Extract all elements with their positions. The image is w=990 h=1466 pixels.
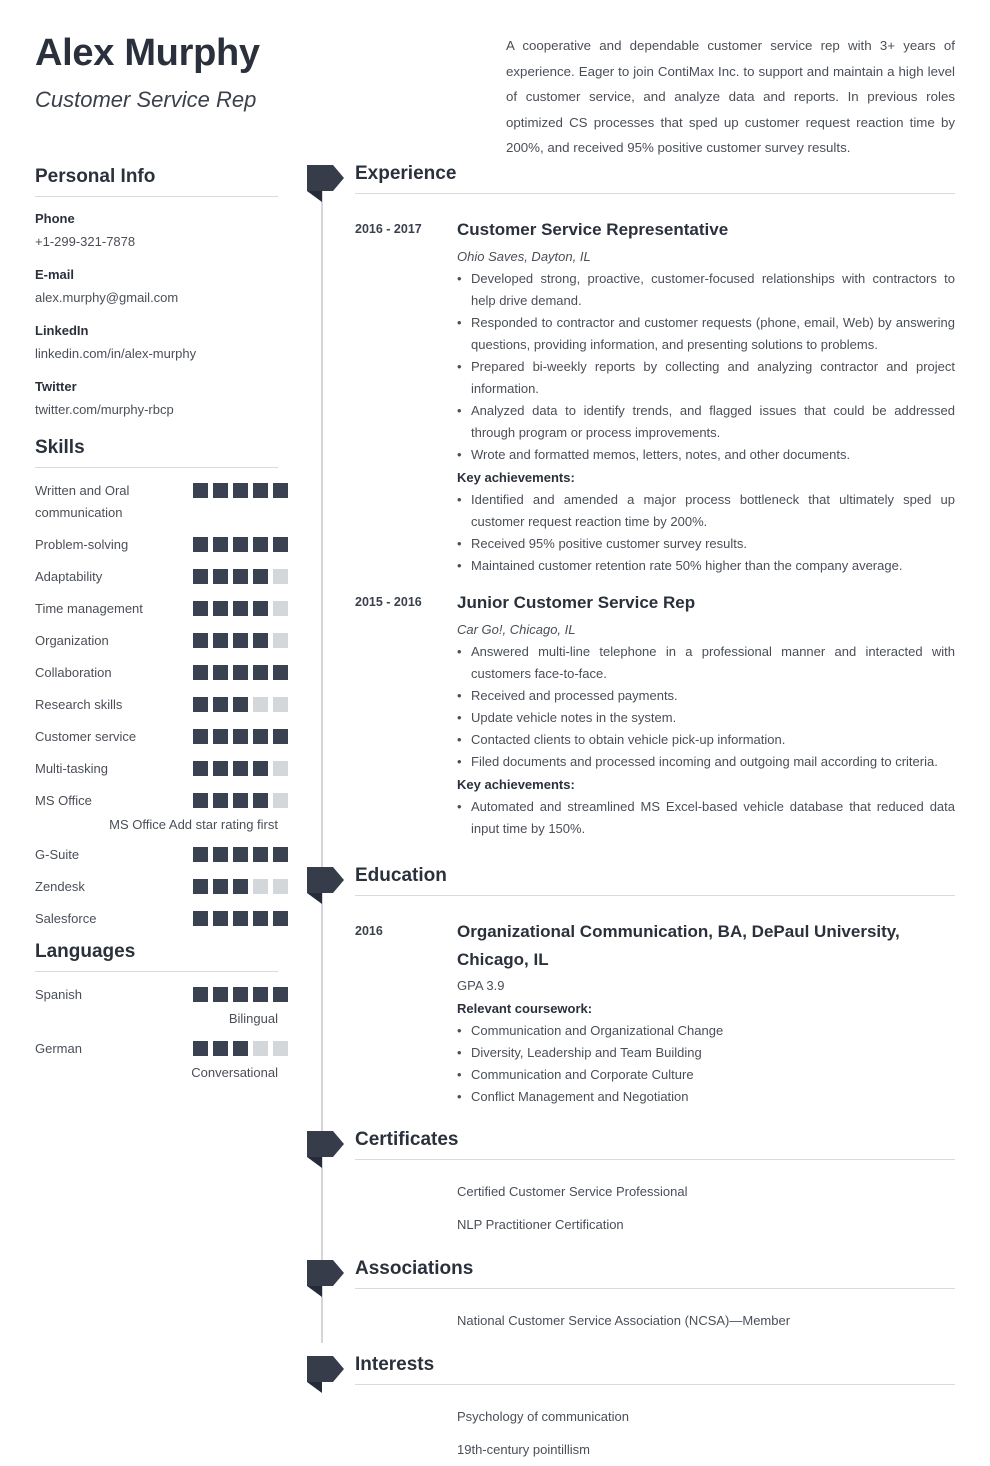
- rating-box[interactable]: [273, 987, 288, 1002]
- rating-box[interactable]: [273, 911, 288, 926]
- flag-marker-icon: [307, 1356, 344, 1392]
- contact-item-linkedin: [35, 321, 278, 364]
- skill-label: Problem-solving: [35, 537, 129, 552]
- skill-label: Collaboration: [35, 665, 112, 680]
- entry-job-title: Customer Service Representative: [457, 220, 729, 239]
- rating-box[interactable]: [253, 601, 268, 616]
- skills-heading: Skills: [35, 437, 85, 458]
- rating-box[interactable]: [253, 1041, 268, 1056]
- rating-box[interactable]: [213, 569, 228, 584]
- rating-box[interactable]: [193, 633, 208, 648]
- interests-title: Interests: [355, 1354, 435, 1375]
- section-certificates: [307, 1126, 957, 1241]
- education-divider: [355, 895, 955, 896]
- personal-info-heading: Personal Info: [35, 166, 156, 187]
- certificates-list: [307, 1170, 957, 1241]
- skill-rating[interactable]: [193, 793, 278, 808]
- candidate-job-title: Customer Service Rep: [35, 87, 257, 112]
- entry-body: [457, 918, 955, 1108]
- experience-title: Experience: [355, 163, 457, 184]
- skill-row: [35, 790, 278, 812]
- language-label: German: [35, 1041, 82, 1056]
- rating-box[interactable]: [273, 697, 288, 712]
- contact-label: Phone: [35, 211, 75, 226]
- rating-box[interactable]: [273, 483, 288, 498]
- interest-item: 19th-century pointillism: [457, 1442, 590, 1457]
- rating-box[interactable]: [193, 987, 208, 1002]
- rating-box[interactable]: [233, 911, 248, 926]
- skill-rating[interactable]: [193, 761, 278, 776]
- rating-box[interactable]: [273, 1041, 288, 1056]
- rating-box[interactable]: [213, 1041, 228, 1056]
- bullet-item: • Automated and streamlined MS Excel-based vehicle database that reduced data input time by 150%.: [457, 796, 955, 840]
- contact-value[interactable]: twitter.com/murphy-rbcp: [35, 402, 174, 417]
- rating-box[interactable]: [273, 665, 288, 680]
- interests-divider: [355, 1384, 955, 1385]
- entry-body: [457, 216, 955, 577]
- education-entries: [307, 918, 957, 1108]
- bullet-item: • Maintained customer retention rate 50% higher than the company average.: [457, 555, 955, 577]
- candidate-name: Alex Murphy: [35, 32, 260, 74]
- rating-box[interactable]: [213, 483, 228, 498]
- bullet-item: • Conflict Management and Negotiation: [457, 1086, 955, 1108]
- rating-box[interactable]: [193, 697, 208, 712]
- rating-box[interactable]: [273, 633, 288, 648]
- rating-box[interactable]: [253, 483, 268, 498]
- skill-row: [35, 908, 278, 930]
- skill-row: [35, 726, 278, 748]
- education-title: Education: [355, 865, 447, 886]
- entry-company: Ohio Saves, Dayton, IL: [457, 249, 591, 264]
- contact-label: Twitter: [35, 379, 77, 394]
- contact-value[interactable]: +1-299-321-7878: [35, 234, 136, 249]
- rating-box[interactable]: [213, 911, 228, 926]
- bullet-list: [457, 641, 955, 773]
- rating-box[interactable]: [193, 879, 208, 894]
- skill-label: Time management: [35, 601, 143, 616]
- contact-value[interactable]: alex.murphy@gmail.com: [35, 290, 179, 305]
- rating-box[interactable]: [233, 729, 248, 744]
- bullet-item: • Wrote and formatted memos, letters, notes, and other documents.: [457, 444, 955, 466]
- rating-box[interactable]: [253, 665, 268, 680]
- flag-marker-icon: [307, 165, 344, 201]
- skill-rating[interactable]: [193, 665, 278, 680]
- skill-row: [35, 480, 278, 524]
- rating-box[interactable]: [193, 911, 208, 926]
- rating-box[interactable]: [233, 793, 248, 808]
- skill-label: Customer service: [35, 729, 137, 744]
- rating-box[interactable]: [233, 601, 248, 616]
- section-education: [307, 862, 957, 1108]
- flag-fold-icon: [307, 1157, 322, 1168]
- skill-note: MS Office Add star rating first: [109, 817, 278, 832]
- flag-fold-icon: [307, 1286, 322, 1297]
- rating-box[interactable]: [273, 847, 288, 862]
- rating-box[interactable]: [253, 537, 268, 552]
- contact-item-twitter: [35, 377, 278, 420]
- skill-rating[interactable]: [193, 879, 278, 894]
- rating-box[interactable]: [213, 665, 228, 680]
- rating-box[interactable]: [193, 1041, 208, 1056]
- languages-divider: [35, 971, 278, 972]
- contact-label: LinkedIn: [35, 323, 89, 338]
- rating-box[interactable]: [213, 847, 228, 862]
- skill-label: G-Suite: [35, 847, 80, 862]
- flag-fold-icon: [307, 191, 322, 202]
- key-achievements-label: Key achievements:: [457, 470, 575, 485]
- skill-rating[interactable]: [193, 729, 278, 744]
- skill-row: [35, 534, 278, 556]
- flag-body-icon: [307, 165, 344, 191]
- skill-row: [35, 758, 278, 780]
- experience-entries: [307, 216, 957, 840]
- bullet-item: • Received 95% positive customer survey results.: [457, 533, 955, 555]
- associations-divider: [355, 1288, 955, 1289]
- rating-box[interactable]: [233, 665, 248, 680]
- rating-box[interactable]: [213, 761, 228, 776]
- skill-label: Salesforce: [35, 911, 97, 926]
- skill-label: Written and Oral communication: [35, 483, 130, 520]
- rating-box[interactable]: [273, 729, 288, 744]
- coursework-label: Relevant coursework:: [457, 1001, 593, 1016]
- rating-box[interactable]: [233, 987, 248, 1002]
- interests-list: [307, 1395, 957, 1466]
- language-note: Conversational: [191, 1065, 278, 1080]
- rating-box[interactable]: [253, 987, 268, 1002]
- rating-box[interactable]: [273, 761, 288, 776]
- resume-header: [0, 0, 990, 160]
- rating-box[interactable]: [193, 793, 208, 808]
- rating-box[interactable]: [253, 879, 268, 894]
- skill-label: Zendesk: [35, 879, 85, 894]
- languages-list: [35, 984, 278, 1083]
- education-header: [307, 862, 957, 906]
- section-experience: [307, 160, 957, 840]
- certificates-header: [307, 1126, 957, 1170]
- flag-body-icon: [307, 867, 344, 893]
- sidebar-section-languages: [35, 940, 278, 1083]
- contact-item-phone: [35, 209, 278, 252]
- rating-box[interactable]: [273, 879, 288, 894]
- rating-box[interactable]: [193, 665, 208, 680]
- bullet-item: • Update vehicle notes in the system.: [457, 707, 955, 729]
- rating-box[interactable]: [213, 879, 228, 894]
- rating-box[interactable]: [233, 537, 248, 552]
- skill-label: Adaptability: [35, 569, 103, 584]
- rating-box[interactable]: [213, 537, 228, 552]
- section-associations: [307, 1255, 957, 1337]
- rating-box[interactable]: [193, 729, 208, 744]
- certificate-item: Certified Customer Service Professional: [457, 1184, 688, 1199]
- contact-label: E-mail: [35, 267, 75, 282]
- rating-box[interactable]: [253, 569, 268, 584]
- bullet-item: • Responded to contractor and customer requests (phone, email, Web) by answering questions, providing information, and presenting solutions to problems.: [457, 312, 955, 356]
- skill-rating[interactable]: [193, 633, 278, 648]
- flag-body-icon: [307, 1356, 344, 1382]
- sidebar-section-personal-info: [35, 165, 278, 420]
- flag-body-icon: [307, 1131, 344, 1157]
- bullet-item: • Answered multi-line telephone in a professional manner and interacted with customers face-to-face.: [457, 641, 955, 685]
- rating-box[interactable]: [253, 847, 268, 862]
- skills-divider: [35, 467, 278, 468]
- main-content: [307, 160, 957, 1466]
- skill-rating[interactable]: [193, 569, 278, 584]
- experience-entry: [307, 589, 957, 840]
- bullet-item: • Received and processed payments.: [457, 685, 955, 707]
- rating-box[interactable]: [253, 729, 268, 744]
- rating-box[interactable]: [253, 633, 268, 648]
- bullet-item: • Prepared bi-weekly reports by collecting and analyzing contractor and project information.: [457, 356, 955, 400]
- flag-body-icon: [307, 1260, 344, 1286]
- certificate-item: NLP Practitioner Certification: [457, 1217, 624, 1232]
- rating-box[interactable]: [273, 601, 288, 616]
- entry-date: 2015 - 2016: [355, 595, 422, 609]
- languages-heading: Languages: [35, 941, 136, 962]
- skill-rating[interactable]: [193, 601, 278, 616]
- rating-box[interactable]: [193, 483, 208, 498]
- rating-box[interactable]: [233, 1041, 248, 1056]
- rating-box[interactable]: [213, 987, 228, 1002]
- language-row: [35, 984, 278, 1006]
- rating-box[interactable]: [253, 761, 268, 776]
- certificates-title: Certificates: [355, 1129, 459, 1150]
- sidebar-section-skills: [35, 436, 278, 930]
- professional-summary: A cooperative and dependable customer service rep with 3+ years of experience. Eager to join ContiMax Inc. to support and maintain a high level of customer service, and analyze data and reports. In previous roles optimized CS processes that sped up customer request reaction time by 200%, and received 95% positive customer survey results.: [506, 38, 955, 155]
- skill-row: [35, 598, 278, 620]
- bullet-item: • Identified and amended a major process bottleneck that ultimately sped up customer request reaction time by 200%.: [457, 489, 955, 533]
- bullet-item: • Diversity, Leadership and Team Building: [457, 1042, 955, 1064]
- associations-list: [307, 1299, 957, 1337]
- entry-date: 2016 - 2017: [355, 222, 422, 236]
- rating-box[interactable]: [213, 601, 228, 616]
- flag-marker-icon: [307, 1260, 344, 1296]
- flag-fold-icon: [307, 893, 322, 904]
- bullet-item: • Analyzed data to identify trends, and flagged issues that could be addressed through program or process improvements.: [457, 400, 955, 444]
- language-label: Spanish: [35, 987, 82, 1002]
- entry-company: Car Go!, Chicago, IL: [457, 622, 576, 637]
- experience-entry: [307, 216, 957, 577]
- rating-box[interactable]: [213, 633, 228, 648]
- rating-box[interactable]: [213, 729, 228, 744]
- skill-rating[interactable]: [193, 537, 278, 552]
- entry-date: 2016: [355, 924, 383, 938]
- rating-box[interactable]: [233, 879, 248, 894]
- rating-box[interactable]: [213, 793, 228, 808]
- rating-box[interactable]: [253, 697, 268, 712]
- entry-body: [457, 589, 955, 840]
- skill-row: [35, 566, 278, 588]
- language-row: [35, 1038, 278, 1060]
- bullet-list: [457, 1020, 955, 1108]
- skill-row: [35, 630, 278, 652]
- flag-marker-icon: [307, 1131, 344, 1167]
- flag-fold-icon: [307, 1382, 322, 1393]
- associations-header: [307, 1255, 957, 1299]
- skill-row: [35, 662, 278, 684]
- education-entry: [307, 918, 957, 1108]
- skill-label: Research skills: [35, 697, 123, 712]
- skill-row: [35, 844, 278, 866]
- associations-title: Associations: [355, 1258, 474, 1279]
- rating-box[interactable]: [233, 483, 248, 498]
- skill-rating[interactable]: [193, 847, 278, 862]
- rating-box[interactable]: [233, 633, 248, 648]
- association-item: National Customer Service Association (NCSA)—Member: [457, 1313, 791, 1328]
- bullet-list: [457, 796, 955, 840]
- rating-box[interactable]: [233, 847, 248, 862]
- bullet-item: • Communication and Corporate Culture: [457, 1064, 955, 1086]
- certificates-divider: [355, 1159, 955, 1160]
- gpa: GPA 3.9: [457, 978, 505, 993]
- interest-item: Psychology of communication: [457, 1409, 629, 1424]
- contact-item-email: [35, 265, 278, 308]
- skill-rating[interactable]: [193, 697, 278, 712]
- rating-box[interactable]: [193, 569, 208, 584]
- contact-value[interactable]: linkedin.com/in/alex-murphy: [35, 346, 197, 361]
- language-rating[interactable]: [193, 1041, 278, 1056]
- rating-box[interactable]: [253, 793, 268, 808]
- skill-row: [35, 876, 278, 898]
- bullet-list: [457, 268, 955, 466]
- interests-header: [307, 1351, 957, 1395]
- skill-rating[interactable]: [193, 911, 278, 926]
- skill-label: Multi-tasking: [35, 761, 108, 776]
- skill-label: Organization: [35, 633, 109, 648]
- bullet-item: • Filed documents and processed incoming and outgoing mail according to criteria.: [457, 751, 955, 773]
- sidebar: [35, 165, 278, 1092]
- personal-info-divider: [35, 196, 278, 197]
- flag-marker-icon: [307, 867, 344, 903]
- experience-header: [307, 160, 957, 204]
- rating-box[interactable]: [213, 697, 228, 712]
- rating-box[interactable]: [193, 847, 208, 862]
- skill-row: [35, 694, 278, 716]
- rating-box[interactable]: [193, 601, 208, 616]
- experience-divider: [355, 193, 955, 194]
- skills-list: [35, 480, 278, 930]
- rating-box[interactable]: [233, 569, 248, 584]
- key-achievements-label: Key achievements:: [457, 777, 575, 792]
- rating-box[interactable]: [233, 761, 248, 776]
- language-rating[interactable]: [193, 987, 278, 1002]
- rating-box[interactable]: [253, 911, 268, 926]
- rating-box[interactable]: [273, 569, 288, 584]
- rating-box[interactable]: [193, 761, 208, 776]
- rating-box[interactable]: [273, 537, 288, 552]
- skill-label: MS Office: [35, 793, 92, 808]
- bullet-item: • Communication and Organizational Change: [457, 1020, 955, 1042]
- bullet-item: • Developed strong, proactive, customer-focused relationships with contractors to help drive demand.: [457, 268, 955, 312]
- bullet-list: [457, 489, 955, 577]
- skill-rating[interactable]: [193, 483, 278, 498]
- language-note: Bilingual: [228, 1011, 278, 1026]
- entry-job-title: Junior Customer Service Rep: [457, 593, 696, 612]
- degree-title: Organizational Communication, BA, DePaul University, Chicago, IL: [457, 922, 900, 969]
- section-interests: [307, 1351, 957, 1466]
- rating-box[interactable]: [233, 697, 248, 712]
- rating-box[interactable]: [273, 793, 288, 808]
- bullet-item: • Contacted clients to obtain vehicle pick-up information.: [457, 729, 955, 751]
- rating-box[interactable]: [193, 537, 208, 552]
